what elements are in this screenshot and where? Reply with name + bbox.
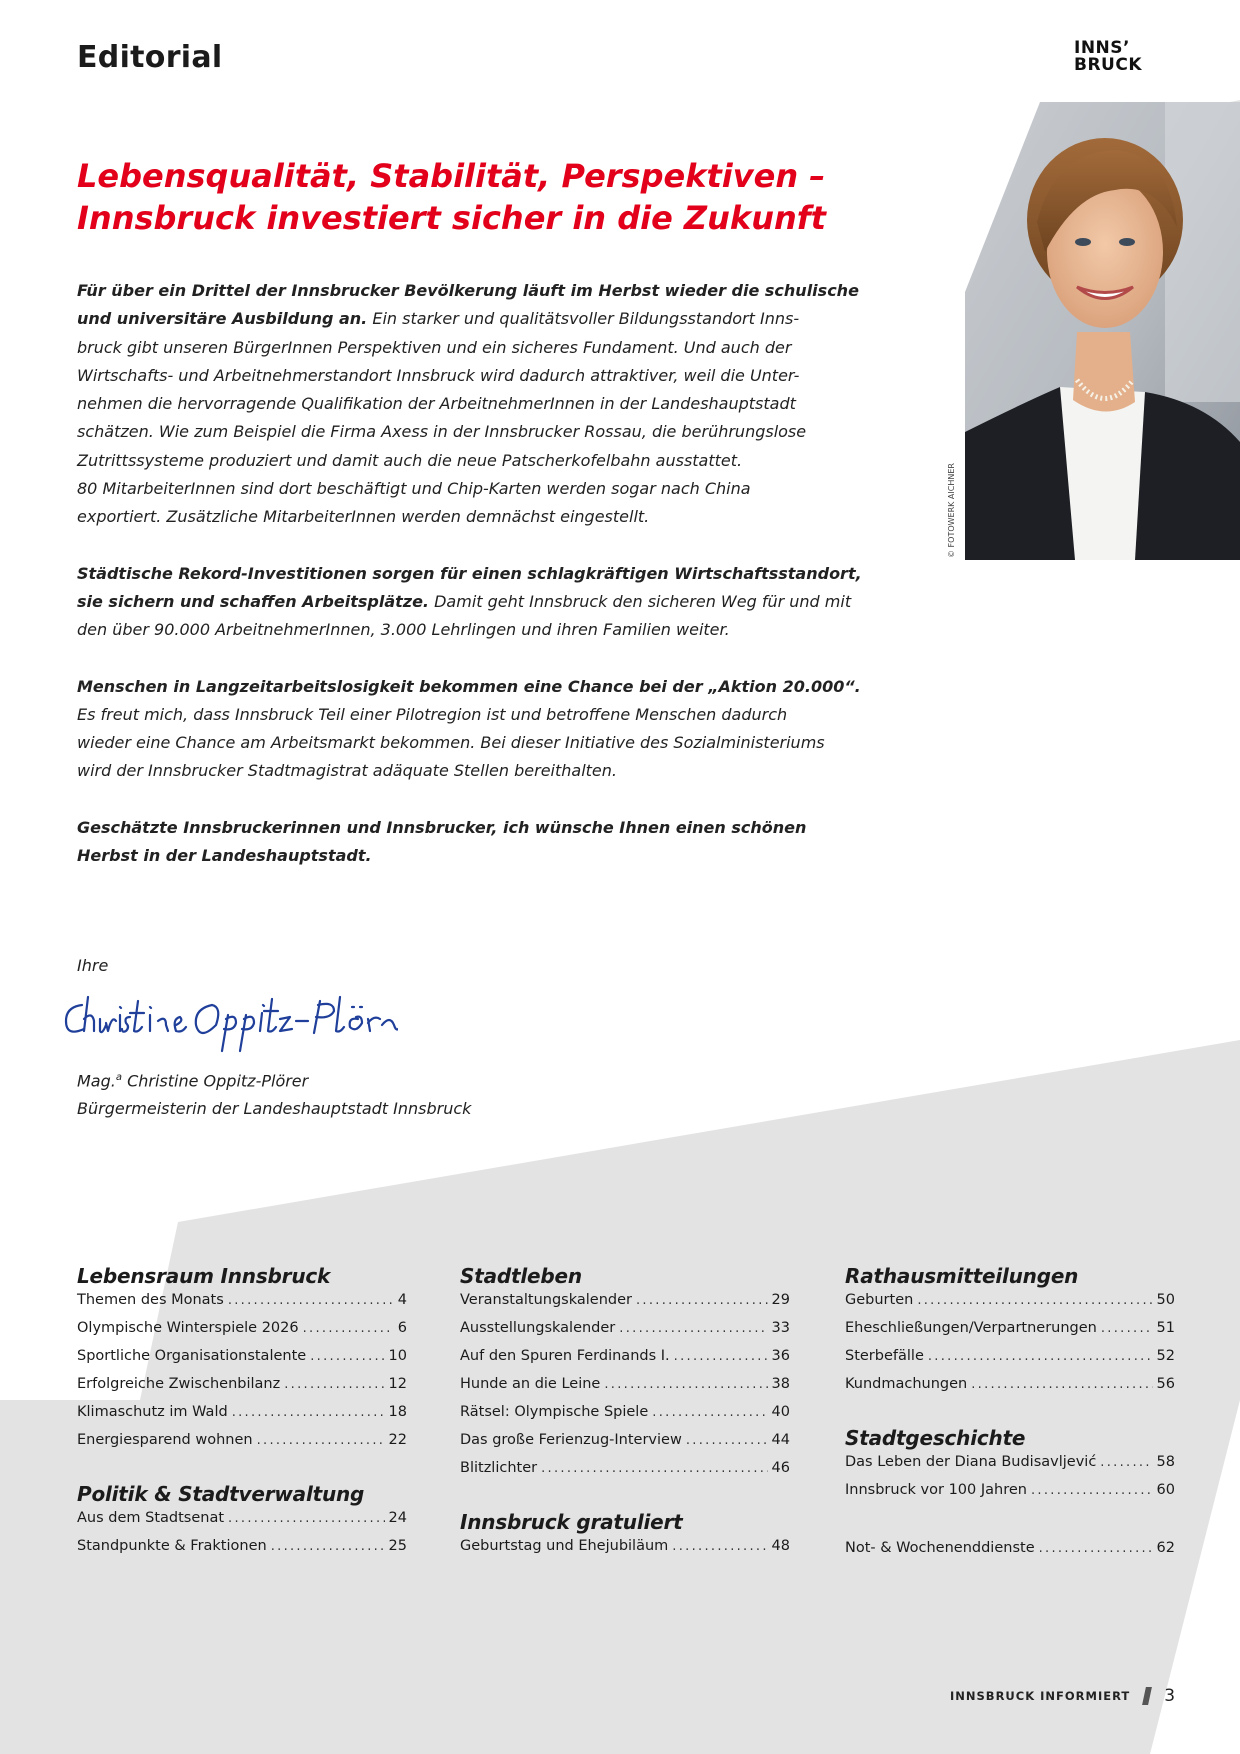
body-line: sie sichern und schaffen Arbeitsplätze. Damit geht Innsbruck den sicheren Weg für und mit <box>77 591 852 611</box>
body-line: Zutrittssysteme produziert und damit auch die neue Patscherkofelbahn ausstattet. <box>77 450 743 470</box>
toc-entry-page: 22 <box>388 1432 407 1448</box>
toc-entry[interactable] <box>460 1320 790 1348</box>
toc-entry[interactable] <box>77 1432 407 1460</box>
toc-section-heading: Rathausmitteilungen <box>845 1264 1079 1288</box>
toc-dot-leader <box>303 1321 394 1336</box>
toc-entry-label: Blitzlichter <box>460 1460 538 1476</box>
toc-dot-leader <box>1101 1321 1153 1336</box>
toc-entry[interactable] <box>460 1292 790 1320</box>
toc-entry[interactable] <box>77 1292 407 1320</box>
toc-entry[interactable] <box>77 1348 407 1376</box>
toc-entry-page: 10 <box>388 1348 407 1364</box>
body-line: Herbst in der Landeshauptstadt. <box>77 846 372 866</box>
toc-entry[interactable] <box>460 1538 790 1566</box>
paragraph-4 <box>77 814 847 871</box>
toc-entry-label: Ausstellungskalender <box>460 1320 616 1336</box>
toc-section-heading: Politik & Stadtverwaltung <box>77 1482 365 1506</box>
toc-entry-page: 52 <box>1156 1348 1175 1364</box>
toc-entry-label: Sterbefälle <box>845 1348 924 1364</box>
toc-entry[interactable] <box>77 1510 407 1538</box>
toc-entry-page: 12 <box>388 1376 407 1392</box>
toc-entry-label: Veranstaltungskalender <box>460 1292 632 1308</box>
author-name: Mag.$^a$ Christine Oppitz-Plörer <box>77 1071 309 1091</box>
toc-section-heading: Innsbruck gratuliert <box>460 1510 683 1534</box>
page-footer <box>950 1686 1175 1706</box>
toc-dot-leader <box>1039 1541 1153 1556</box>
toc-entry-label: Hunde an die Leine <box>460 1376 601 1392</box>
toc-dot-leader <box>228 1511 385 1526</box>
toc-list <box>77 1292 407 1460</box>
toc-dot-leader <box>672 1539 767 1554</box>
toc-entry-label: Klimaschutz im Wald <box>77 1404 228 1420</box>
toc-entry-page: 44 <box>771 1432 790 1448</box>
toc-dot-leader <box>636 1293 768 1308</box>
body-line: den über 90.000 ArbeitnehmerInnen, 3.000 Lehrlingen und ihren Familien weiter. <box>77 620 730 640</box>
toc-entry-label: Innsbruck vor 100 Jahren <box>845 1482 1027 1498</box>
body-line: schätzen. Wie zum Beispiel die Firma Axess in der Innsbrucker Rossau, die berührungslose <box>77 422 807 442</box>
toc-dot-leader <box>284 1377 384 1392</box>
toc-entry[interactable] <box>77 1404 407 1432</box>
toc-entry[interactable] <box>845 1292 1175 1320</box>
toc-entry-page: 56 <box>1156 1376 1175 1392</box>
toc-entry-label: Geburtstag und Ehejubiläum <box>460 1538 669 1554</box>
toc-entry-page: 48 <box>771 1538 790 1554</box>
toc-dot-leader <box>674 1349 768 1364</box>
toc-section-heading: Stadtleben <box>460 1264 582 1288</box>
toc-entry-label: Geburten <box>845 1292 914 1308</box>
toc-entry-label: Erfolgreiche Zwischenbilanz <box>77 1376 281 1392</box>
toc-entry-page: 51 <box>1156 1320 1175 1336</box>
toc-entry-label: Kundmachungen <box>845 1376 968 1392</box>
greeting: Ihre <box>77 956 109 975</box>
toc-list <box>460 1538 790 1566</box>
paragraph-1 <box>77 277 859 532</box>
toc-dot-leader <box>232 1405 385 1420</box>
toc-column-2 <box>460 1262 790 1566</box>
toc-section-heading: Stadtgeschichte <box>845 1426 1026 1450</box>
toc-entry-page: 24 <box>388 1510 407 1526</box>
toc-dot-leader <box>1031 1483 1153 1498</box>
body-line: wieder eine Chance am Arbeitsmarkt bekommen. Bei dieser Initiative des Sozialministeriums <box>77 733 825 753</box>
toc-dot-leader <box>310 1349 384 1364</box>
toc-spacer <box>77 1460 407 1480</box>
section-title: Editorial <box>77 40 223 75</box>
photo-credit: © FOTOWERK AICHNER <box>947 463 956 558</box>
body-line: bruck gibt unseren BürgerInnen Perspektiven und ein sicheres Fundament. Und auch der <box>77 337 792 357</box>
toc-entry-page: 46 <box>771 1460 790 1476</box>
toc-entry-page: 6 <box>397 1320 407 1336</box>
toc-entry-label: Auf den Spuren Ferdinands I. <box>460 1348 670 1364</box>
author-name-block <box>77 1064 471 1123</box>
toc-list <box>845 1292 1175 1404</box>
toc-entry-label: Aus dem Stadtsenat <box>77 1510 225 1526</box>
toc-entry-page: 18 <box>388 1404 407 1420</box>
toc-column-3 <box>845 1262 1175 1568</box>
toc-entry-label: Standpunkte & Fraktionen <box>77 1538 267 1554</box>
toc-entry-page: 58 <box>1156 1454 1175 1470</box>
footer-divider <box>1142 1687 1152 1705</box>
headline-line-1: Lebensqualität, Stabilität, Perspektiven – <box>77 157 826 195</box>
toc-entry[interactable] <box>460 1432 790 1460</box>
toc-entry[interactable] <box>845 1454 1175 1482</box>
toc-entry[interactable] <box>845 1376 1175 1404</box>
toc-entry-page: 33 <box>771 1320 790 1336</box>
toc-entry-page: 60 <box>1156 1482 1175 1498</box>
logo-line-2: BRUCK <box>1074 55 1143 75</box>
logo-line-1: INNS’ <box>1074 38 1130 58</box>
body-line: exportiert. Zusätzliche MitarbeiterInnen werden demnächst eingestellt. <box>77 507 650 527</box>
toc-entry[interactable] <box>77 1376 407 1404</box>
body-line: wird der Innsbrucker Stadtmagistrat adäquate Stellen bereithalten. <box>77 761 617 781</box>
toc-entry-page: 29 <box>771 1292 790 1308</box>
body-line: Menschen in Langzeitarbeitslosigkeit bekommen eine Chance bei der „Aktion 20.000“. <box>77 676 861 696</box>
headline <box>77 155 826 239</box>
paragraph-2 <box>77 560 862 645</box>
toc-dot-leader <box>541 1461 767 1476</box>
body-line: Es freut mich, dass Innsbruck Teil einer Pilotregion ist und betroffene Menschen dadurch <box>77 704 788 724</box>
toc-dot-leader <box>928 1349 1153 1364</box>
toc-dot-leader <box>652 1405 767 1420</box>
toc-dot-leader <box>257 1433 385 1448</box>
toc-entry[interactable] <box>77 1320 407 1348</box>
toc-spacer <box>845 1510 1175 1538</box>
toc-entry-label: Energiesparend wohnen <box>77 1432 253 1448</box>
body-line: Wirtschafts- und Arbeitnehmerstandort Innsbruck wird dadurch attraktiver, weil die Unter- <box>77 365 800 385</box>
toc-dot-leader <box>271 1539 385 1554</box>
toc-dot-leader <box>604 1377 767 1392</box>
headline-line-2: Innsbruck investiert sicher in die Zukunft <box>77 199 826 237</box>
toc-dot-leader <box>686 1433 768 1448</box>
toc-entry[interactable] <box>460 1376 790 1404</box>
toc-dot-leader <box>971 1377 1152 1392</box>
toc-entry[interactable] <box>460 1460 790 1488</box>
page-number: 3 <box>1164 1686 1176 1706</box>
publication-name: INNSBRUCK INFORMIERT <box>950 1689 1131 1703</box>
body-line: und universitäre Ausbildung an. Ein starker und qualitätsvoller Bildungsstandort Inns- <box>77 309 800 329</box>
toc-entry-label: Eheschließungen/Verpartnerungen <box>845 1320 1097 1336</box>
toc-entry[interactable] <box>77 1538 407 1566</box>
toc-entry-page: 50 <box>1156 1292 1175 1308</box>
toc-spacer <box>845 1404 1175 1424</box>
toc-list <box>845 1540 1175 1568</box>
toc-entry-label: Themen des Monats <box>77 1292 224 1308</box>
paragraph-3 <box>77 673 861 786</box>
toc-entry-label: Das große Ferienzug-Interview <box>460 1432 682 1448</box>
toc-dot-leader <box>228 1293 394 1308</box>
toc-spacer <box>460 1488 790 1508</box>
toc-entry[interactable] <box>460 1404 790 1432</box>
toc-entry-label: Rätsel: Olympische Spiele <box>460 1404 649 1420</box>
toc-dot-leader <box>619 1321 767 1336</box>
handwritten-signature <box>58 985 398 1055</box>
toc-entry-label: Not- & Wochenenddienste <box>845 1540 1035 1556</box>
sign-off <box>77 956 108 975</box>
toc-dot-leader <box>1100 1455 1152 1470</box>
toc-entry-page: 38 <box>771 1376 790 1392</box>
toc-column-1 <box>77 1262 407 1566</box>
body-line: nehmen die hervorragende Qualifikation der ArbeitnehmerInnen in der Landeshauptstadt <box>77 394 796 414</box>
body-line: Städtische Rekord-Investitionen sorgen für einen schlagkräftigen Wirtschaftsstandort, <box>77 563 862 583</box>
toc-entry-page: 40 <box>771 1404 790 1420</box>
toc-list <box>845 1454 1175 1510</box>
toc-dot-leader <box>917 1293 1152 1308</box>
body-line: Geschätzte Innsbruckerinnen und Innsbrucker, ich wünsche Ihnen einen schönen <box>77 817 807 837</box>
toc-entry-label: Olympische Winterspiele 2026 <box>77 1320 299 1336</box>
toc-entry-page: 36 <box>771 1348 790 1364</box>
toc-entry-page: 4 <box>397 1292 407 1308</box>
innsbruck-logo <box>1074 40 1142 74</box>
toc-entry[interactable] <box>845 1320 1175 1348</box>
toc-entry[interactable] <box>845 1348 1175 1376</box>
toc-section-heading: Lebensraum Innsbruck <box>77 1264 331 1288</box>
toc-entry-page: 25 <box>388 1538 407 1554</box>
toc-list <box>77 1510 407 1566</box>
editorial-body <box>77 277 862 898</box>
toc-entry[interactable] <box>845 1540 1175 1568</box>
toc-list <box>460 1292 790 1488</box>
body-line: 80 MitarbeiterInnen sind dort beschäftigt und Chip-Karten werden sogar nach China <box>77 479 751 499</box>
toc-entry-label: Sportliche Organisationstalente <box>77 1348 307 1364</box>
toc-entry[interactable] <box>845 1482 1175 1510</box>
toc-entry-page: 62 <box>1156 1540 1175 1556</box>
author-role: Bürgermeisterin der Landeshauptstadt Innsbruck <box>77 1099 472 1119</box>
body-line: Für über ein Drittel der Innsbrucker Bevölkerung läuft im Herbst wieder die schulische <box>77 281 859 300</box>
toc-entry-label: Das Leben der Diana Budisavljević <box>845 1454 1097 1470</box>
toc-entry[interactable] <box>460 1348 790 1376</box>
